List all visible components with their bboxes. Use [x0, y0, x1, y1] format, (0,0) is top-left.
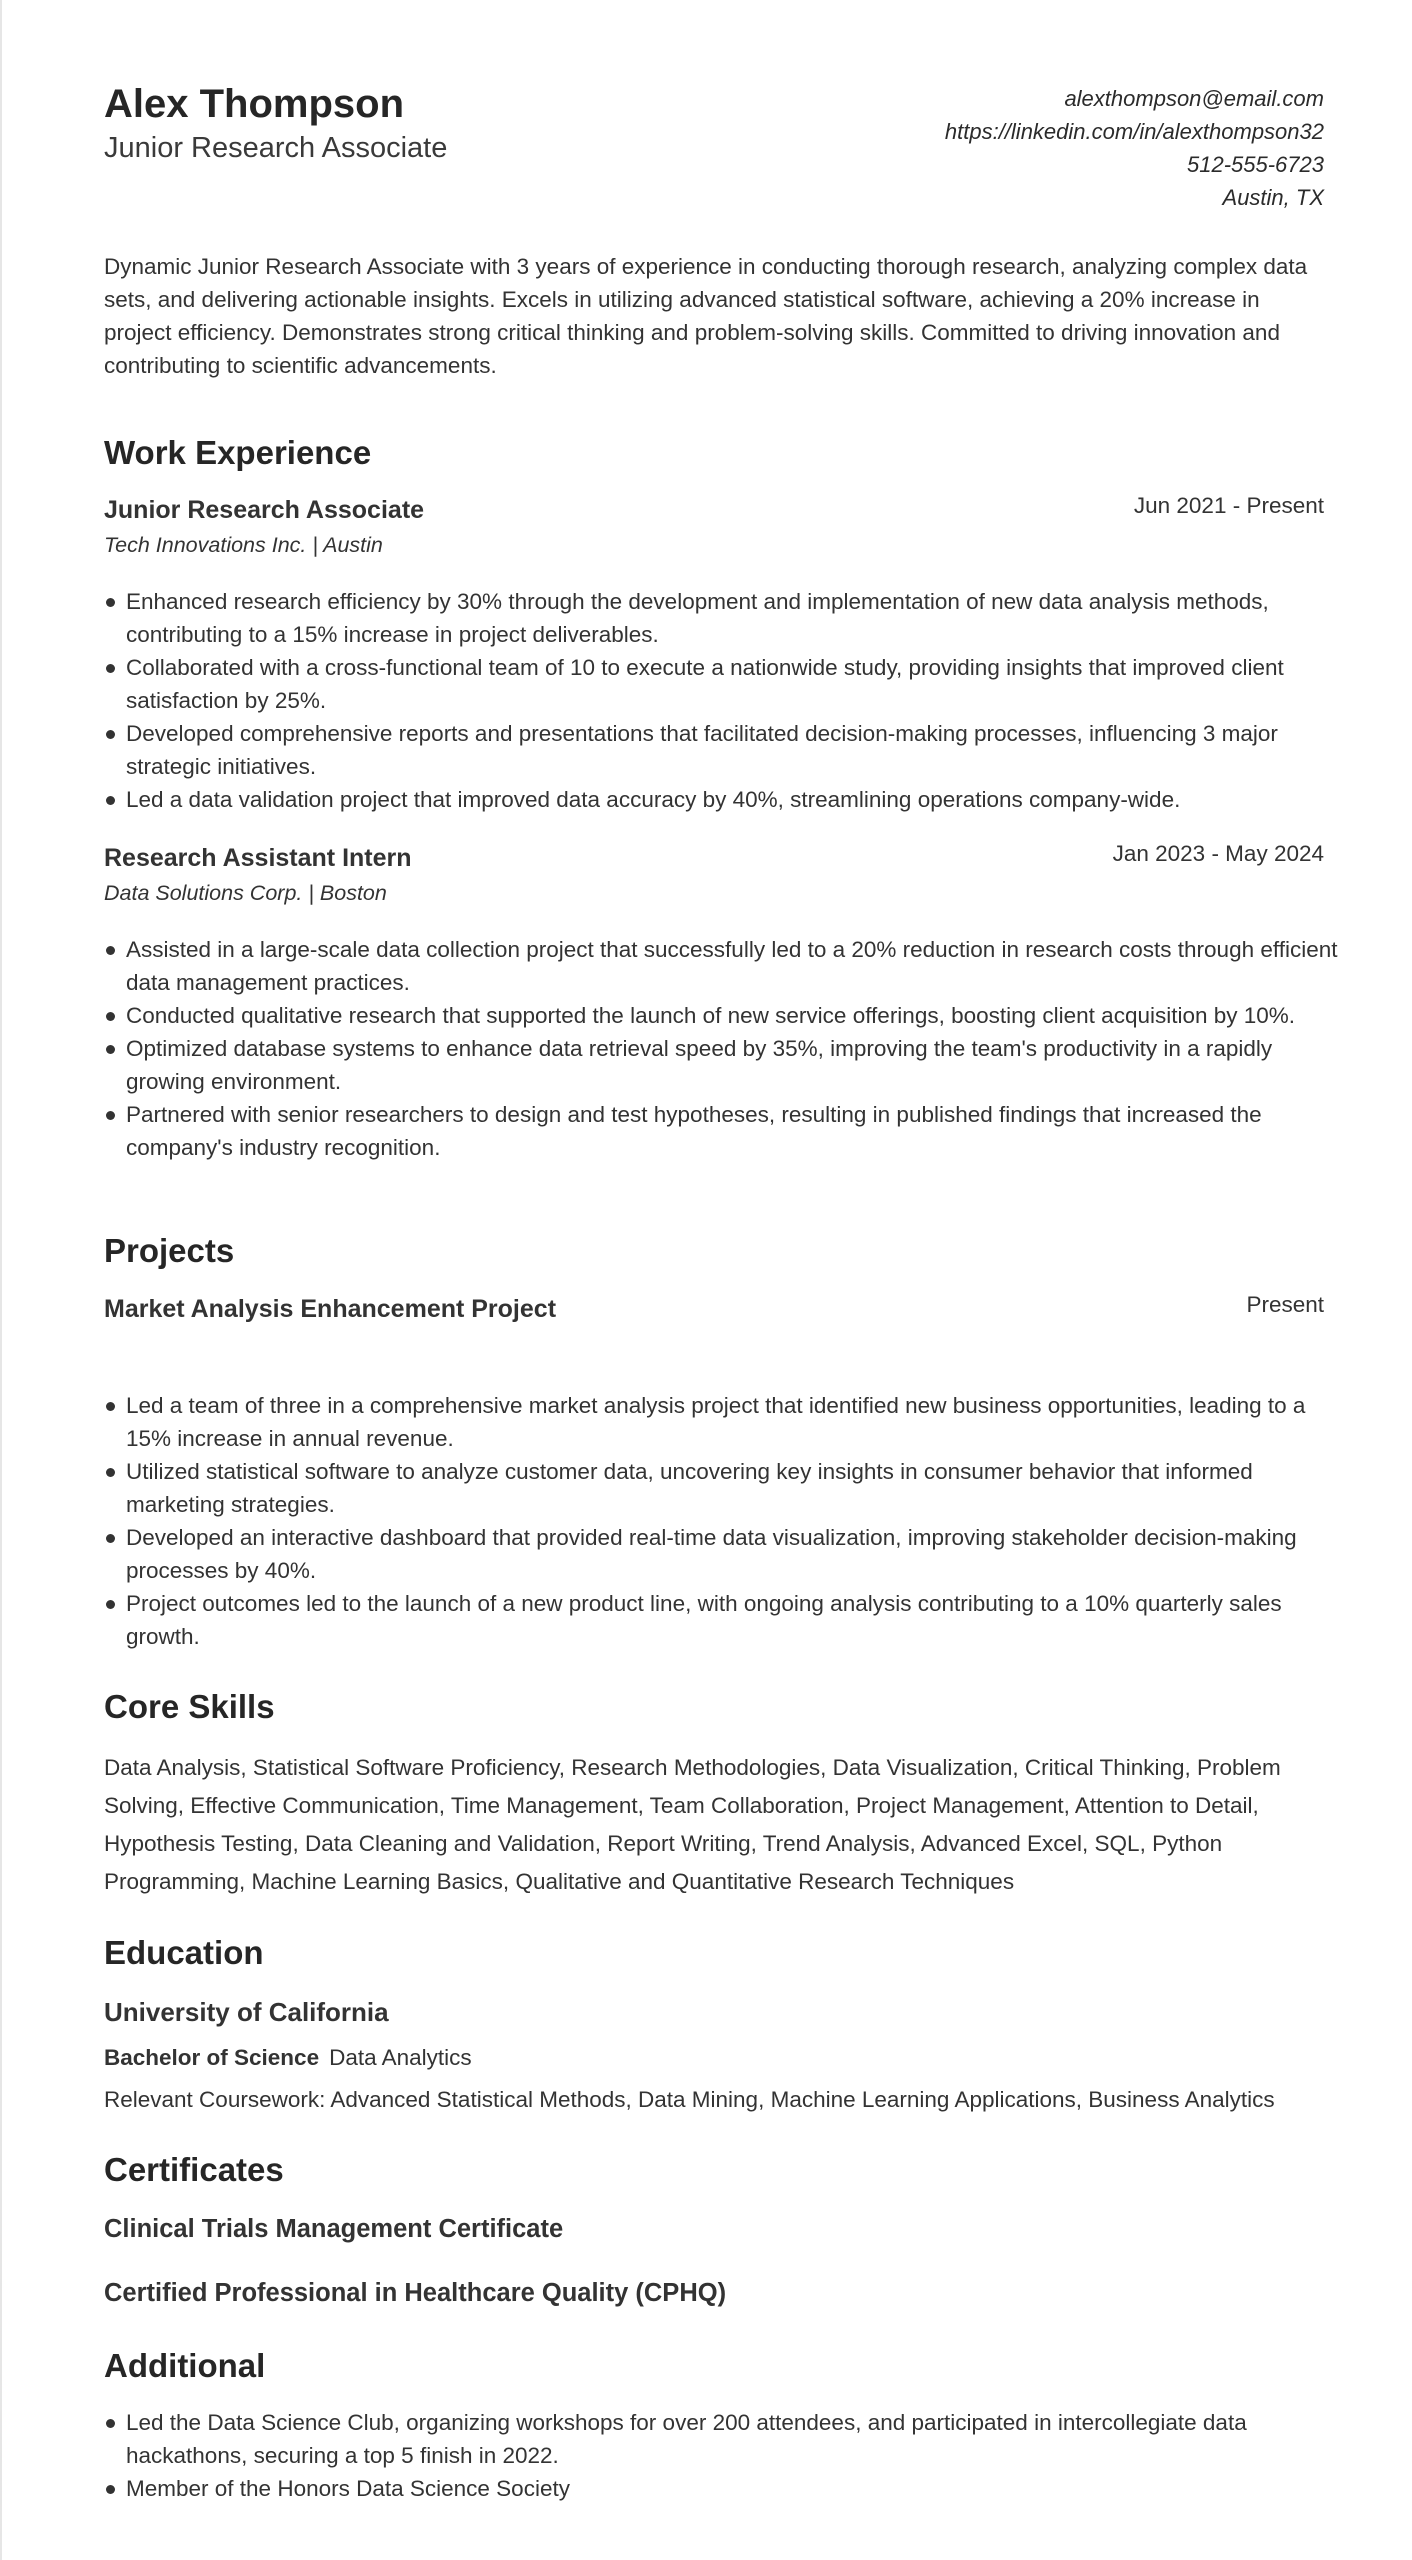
list-item: Led a team of three in a comprehensive market analysis project that identified new business opportunities, leading to a 15% increase in annual revenue.	[126, 1389, 1346, 1455]
job-entry	[104, 841, 1324, 909]
resume-header	[104, 0, 1324, 230]
section-title-work-experience: Work Experience	[104, 434, 372, 471]
list-item: Conducted qualitative research that supported the launch of new service offerings, boosting client acquisition by 10%.	[126, 999, 1346, 1032]
job-bullets	[104, 933, 1346, 1164]
contact-email: alexthompson@email.com	[1064, 86, 1324, 111]
list-item: Member of the Honors Data Science Society	[126, 2472, 1346, 2505]
section-title-core-skills: Core Skills	[104, 1688, 275, 1725]
job-date: Jun 2021 - Present	[1133, 493, 1324, 518]
skills-list: Data Analysis, Statistical Software Proficiency, Research Methodologies, Data Visualization, Critical Thinking, Problem Solving, Effective Communication, Time Management, Team Collaboration, Project Management, Attention to Detail, Hypothesis Testing, Data Cleaning and Validation, Report Writing, Trend Analysis, Advanced Excel, SQL, Python Programming, Machine Learning Basics, Qualitative and Quantitative Research Techniques	[104, 1755, 1281, 1894]
additional-bullets	[104, 2406, 1346, 2505]
section-title-certificates: Certificates	[104, 2151, 284, 2188]
section-title-additional: Additional	[104, 2347, 266, 2384]
contact-linkedin: https://linkedin.com/in/alexthompson32	[944, 119, 1324, 144]
resume-content	[104, 0, 1338, 2501]
education-coursework: Relevant Coursework: Advanced Statistical Methods, Data Mining, Machine Learning Applications, Business Analytics	[104, 2087, 1275, 2112]
contact-location: Austin, TX	[1222, 185, 1324, 210]
certificate-item: Clinical Trials Management Certificate	[104, 2215, 564, 2243]
project-title: Market Analysis Enhancement Project	[104, 1295, 557, 1323]
list-item: Led a data validation project that improved data accuracy by 40%, streamlining operations company-wide.	[126, 783, 1346, 816]
list-item: Developed comprehensive reports and presentations that facilitated decision-making processes, influencing 3 major strategic initiatives.	[126, 717, 1346, 783]
job-company: Data Solutions Corp. | Boston	[104, 881, 387, 905]
candidate-name: Alex Thompson	[104, 82, 405, 126]
contact-info	[945, 82, 1324, 214]
list-item: Partnered with senior researchers to design and test hypotheses, resulting in published findings that increased the company's industry recognition.	[126, 1098, 1346, 1164]
education-degree: Bachelor of Science	[104, 2045, 320, 2070]
section-title-projects: Projects	[104, 1232, 235, 1269]
job-title: Junior Research Associate	[104, 496, 425, 524]
project-entry	[104, 1292, 1324, 1326]
job-company: Tech Innovations Inc. | Austin	[104, 533, 383, 557]
list-item: Led the Data Science Club, organizing workshops for over 200 attendees, and participated in intercollegiate data hackathons, securing a top 5 finish in 2022.	[126, 2406, 1346, 2472]
job-date: Jan 2023 - May 2024	[1112, 841, 1324, 866]
project-date: Present	[1246, 1292, 1324, 1317]
list-item: Collaborated with a cross-functional team of 10 to execute a nationwide study, providing insights that improved client satisfaction by 25%.	[126, 651, 1346, 717]
certificate-item: Certified Professional in Healthcare Quality (CPHQ)	[104, 2279, 727, 2307]
education-degree-line	[104, 2041, 472, 2074]
list-item: Enhanced research efficiency by 30% through the development and implementation of new data analysis methods, contributing to a 15% increase in project deliverables.	[126, 585, 1346, 651]
education-major: Data Analytics	[329, 2045, 472, 2070]
professional-summary: Dynamic Junior Research Associate with 3 years of experience in conducting thorough research, analyzing complex data sets, and delivering actionable insights. Excels in utilizing advanced statistical software, achieving a 20% increase in project efficiency. Demonstrates strong critical thinking and problem-solving skills. Committed to driving innovation and contributing to scientific advancements.	[104, 254, 1308, 378]
list-item: Assisted in a large-scale data collection project that successfully led to a 20% reduction in research costs through efficient data management practices.	[126, 933, 1346, 999]
contact-phone: 512-555-6723	[1186, 152, 1324, 177]
list-item: Developed an interactive dashboard that provided real-time data visualization, improving stakeholder decision-making processes by 40%.	[126, 1521, 1346, 1587]
project-bullets	[104, 1389, 1346, 1653]
section-title-education: Education	[104, 1934, 264, 1971]
education-school: University of California	[104, 1997, 389, 2027]
job-entry	[104, 493, 1324, 561]
list-item: Project outcomes led to the launch of a new product line, with ongoing analysis contributing to a 10% quarterly sales growth.	[126, 1587, 1346, 1653]
job-title: Research Assistant Intern	[104, 844, 412, 872]
job-bullets	[104, 585, 1346, 816]
list-item: Optimized database systems to enhance data retrieval speed by 35%, improving the team's productivity in a rapidly growing environment.	[126, 1032, 1346, 1098]
candidate-title: Junior Research Associate	[104, 132, 448, 164]
list-item: Utilized statistical software to analyze customer data, uncovering key insights in consumer behavior that informed marketing strategies.	[126, 1455, 1346, 1521]
